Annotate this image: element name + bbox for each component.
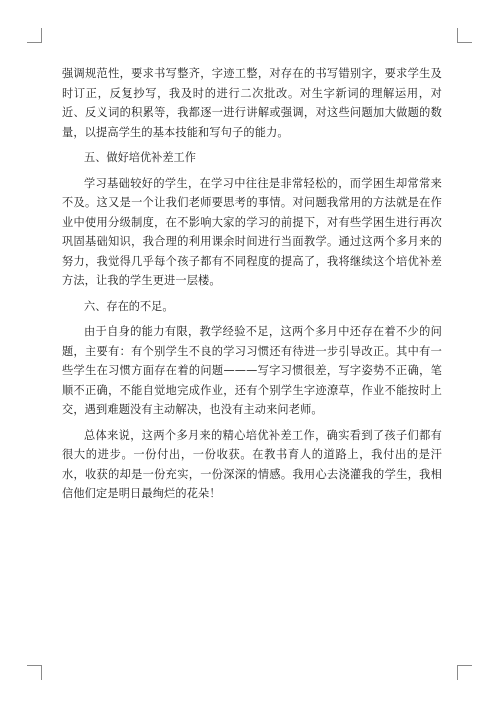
paragraph-shortcomings: 由于自身的能力有限，教学经验不足，这两个多月中还存在着不少的问题，主要有：有个别学生不良的学习习惯还有待进一步引导改正。其中有一些学生在习惯方面存在着的问题———写字习惯很差，写字姿势不正确，笔顺不正确，不能自觉地完成作业，还有个别学生字迹潦草，作业不能按时上交，遇到难题没有主动解决，也没有主动来问老师。 [62, 325, 442, 416]
section-heading-shortcomings: 六、存在的不足。 [84, 299, 174, 313]
crop-mark-bottom-right [457, 665, 472, 680]
section-heading-tutoring: 五、做好培优补差工作 [84, 151, 196, 164]
crop-mark-top-left [27, 28, 42, 43]
crop-mark-bottom-left [27, 665, 42, 680]
paragraph-tutoring: 学习基础较好的学生，在学习中往往是非常轻松的，而学困生却常常来不及。这又是一个让我们老师要思考的事情。对问题我常用的方法就是在作业中使用分级制度，在不影响大家的学习的前提下，对有些学困生进行再次巩固基础知识，我合理的利用课余时间进行当面教学。通过这两个多月来的努力，我觉得几乎每个孩子都有不同程度的提高了，我将继续这个培优补差方法，让我的学生更进一层楼。 [62, 176, 442, 287]
paragraph-writing-standards: 强调规范性，要求书写整齐，字迹工整，对存在的书写错别字，要求学生及时订正，反复抄写，我及时的进行二次批改。对生字新词的理解运用，对近、反义词的积累等，我都逐一进行讲解或强调，对这些问题加大做题的数量，以提高学生的基本技能和写句子的能力。 [62, 67, 442, 139]
paragraph-summary: 总体来说，这两个多月来的精心培优补差工作，确实看到了孩子们都有很大的进步。一份付出，一份收获。在教书育人的道路上，我付出的是汗水，收获的却是一份充实，一份深深的情感。我用心去浇灌我的学生，我相信他们定是明日最绚烂的花朵！ [62, 428, 442, 500]
document-body [62, 64, 442, 504]
crop-mark-top-right [457, 28, 472, 43]
